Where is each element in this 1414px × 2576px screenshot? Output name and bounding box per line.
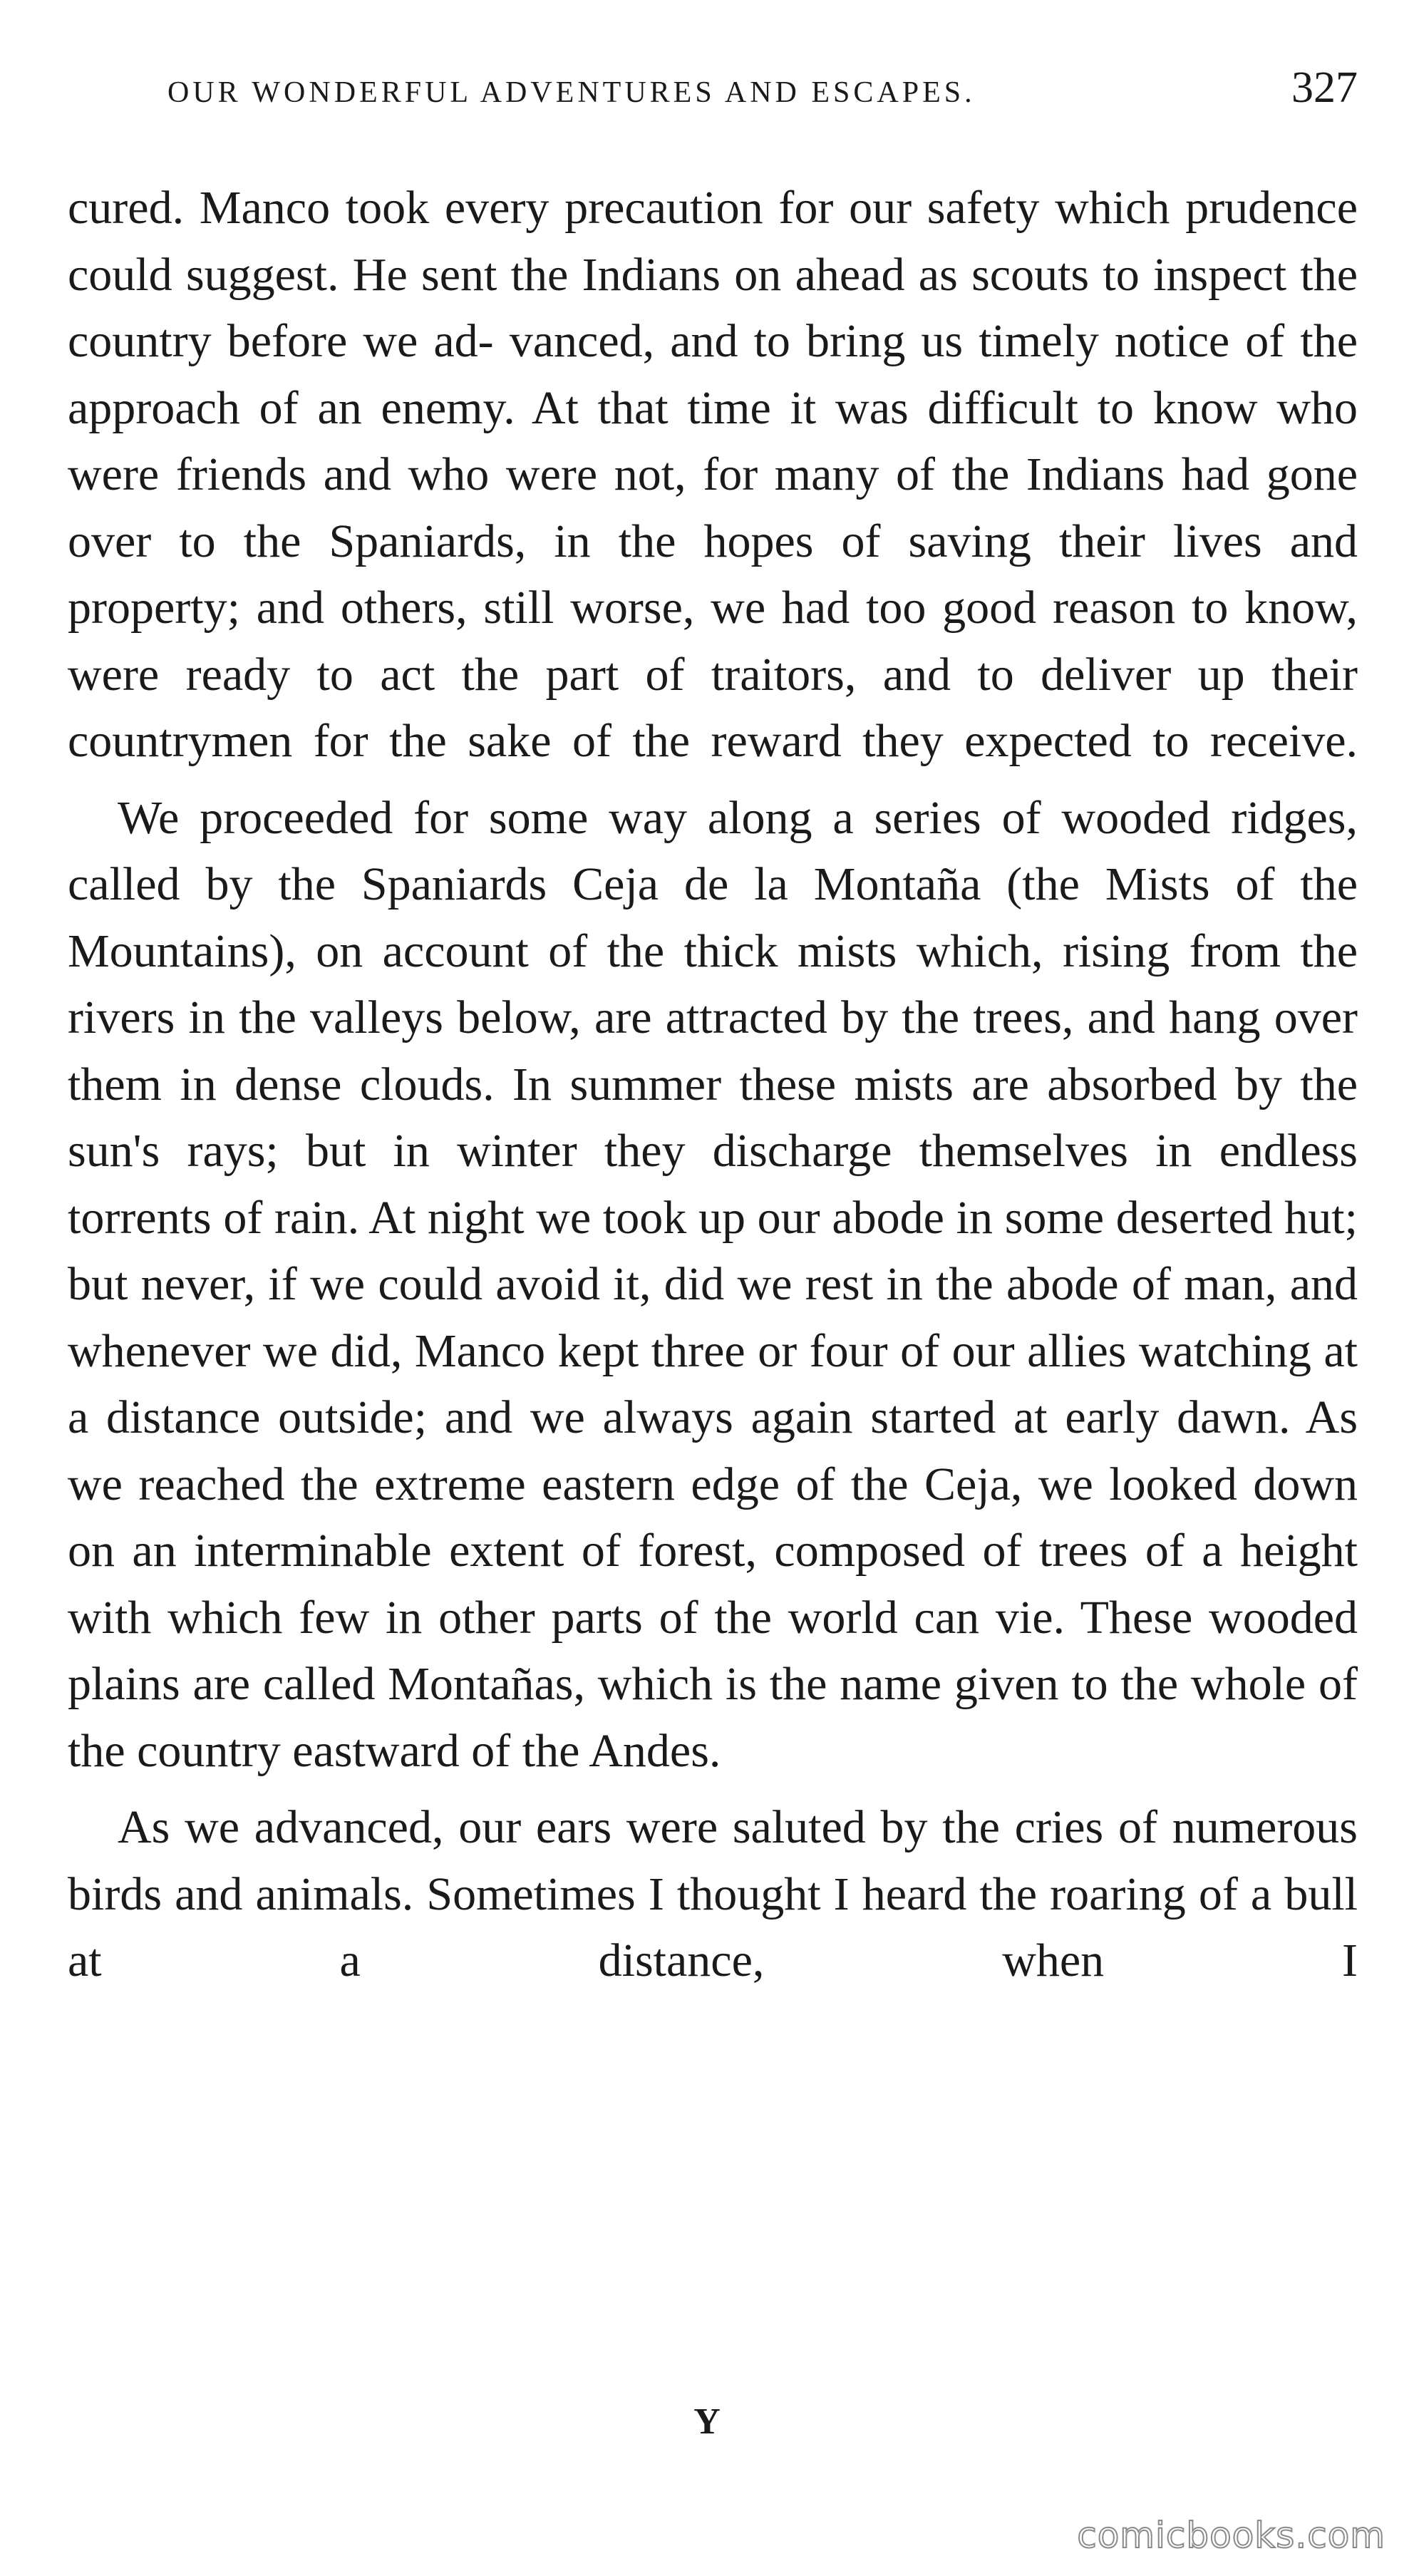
running-title: OUR WONDERFUL ADVENTURES AND ESCAPES. bbox=[167, 76, 976, 109]
running-head bbox=[167, 63, 1358, 120]
signature-mark: Y bbox=[693, 2401, 721, 2442]
watermark-logo: comicbooks.com bbox=[1077, 2515, 1385, 2556]
paragraph-1: cured. Manco took every precaution for our safety which prudence could suggest. He sent the Indians on ahead as scouts to inspect the country before we ad- vanced, and to bring us timely notice of the approach of an enemy. At that time it was difficult to know who were friends and who were not, for many of the Indians had gone over to the Spaniards, in the hopes of saving their lives and property; and others, still worse, we had too good reason to know, were ready to act the part of traitors, and to deliver up their countrymen for the sake of the reward they expected to receive. bbox=[68, 182, 1358, 767]
paragraph-2: We proceeded for some way along a series of wooded ridges, called by the Spaniards Ceja de la Montaña (the Mists of the Mountains), on account of the thick mists which, rising from the rivers in the valleys below, are attracted by the trees, and hang over them in dense clouds. In summer these mists are absorbed by the sun's rays; but in winter they discharge themselves in endless torrents of rain. At night we took up our abode in some deserted hut; but never, if we could avoid it, did we rest in the abode of man, and whenever we did, Manco kept three or four of our allies watching at a distance outside; and we always again started at early dawn. As we reached the extreme eastern edge of the Ceja, we looked down on an interminable extent of forest, composed of trees of a height with which few in other parts of the world can vie. These wooded plains are called Montañas, which is the name given to the whole of the country eastward of the Andes. bbox=[68, 791, 1358, 1777]
body-text bbox=[68, 175, 1358, 2004]
paragraph-3: As we advanced, our ears were saluted by the cries of numerous birds and animals. Sometimes I thought I heard the roaring of a bull at a distance, when I bbox=[68, 1801, 1358, 1987]
page-number: 327 bbox=[1291, 63, 1358, 112]
